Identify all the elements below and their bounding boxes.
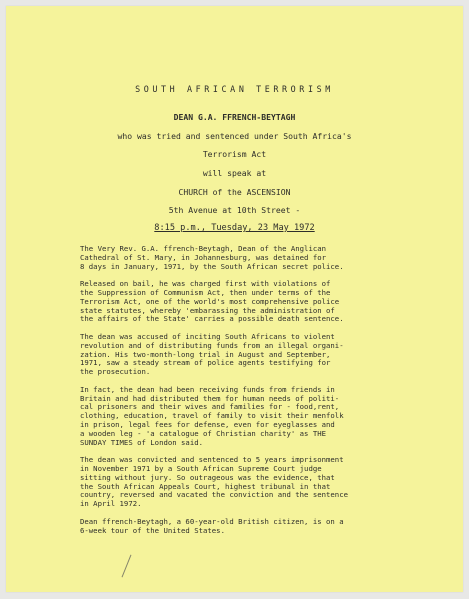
- paragraph-line: a wooden leg - 'a catalogue of Christian charity' as THE: [80, 428, 327, 438]
- paragraph-line: Dean ffrench-Beytagh, a 60-year-old British citizen, is on a: [80, 516, 344, 526]
- paragraph-line: the South African Appeals Court, highest tribunal in that: [80, 481, 331, 491]
- venue-address: 5th Avenue at 10th Street -: [168, 205, 301, 215]
- paragraph-line: SUNDAY TIMES of London said.: [80, 437, 204, 447]
- paragraph-line: clothing, education, travel of family to visit their menfolk: [80, 411, 344, 421]
- paragraph-line: the Suppression of Communism Act, then under terms of the: [80, 287, 331, 297]
- paragraph-line: The dean was convicted and sentenced to 5 years imprisonment: [80, 455, 344, 465]
- paragraph-line: in November 1971 by a South African Supreme Court judge: [80, 463, 322, 473]
- paragraph-line: zation. His two-month-long trial in August and September,: [80, 349, 331, 359]
- body-paragraph: [80, 333, 425, 377]
- paragraph-line: Cathedral of St. Mary, in Johannesburg, was detained for: [80, 252, 327, 262]
- paragraph-line: state statutes, whereby 'embarassing the administration of: [80, 305, 335, 315]
- pen-mark: [122, 555, 132, 578]
- paragraph-line: the prosecution.: [80, 367, 151, 377]
- paragraph-line: 8 days in January, 1971, by the South African secret police.: [80, 261, 344, 271]
- speaker-name: DEAN G.A. FFRENCH-BEYTAGH: [173, 112, 296, 122]
- paragraph-line: sitting without jury. So outrageous was the evidence, that: [80, 472, 335, 482]
- paragraph-line: 1971, saw a steady stream of police agents testifying for: [80, 358, 331, 368]
- paragraph-line: The Very Rev. G.A. ffrench-Beytagh, Dean of the Anglican: [80, 244, 327, 253]
- will-speak-line: will speak at: [202, 168, 267, 178]
- body-paragraph: [80, 456, 425, 509]
- intro-line: who was tried and sentenced under South Africa's: [117, 131, 352, 141]
- body-paragraph: [80, 386, 425, 448]
- document-body: [80, 245, 425, 544]
- paragraph-line: 6-week tour of the United States.: [80, 525, 225, 535]
- body-paragraph: [80, 518, 425, 536]
- body-paragraph: [80, 280, 425, 324]
- paragraph-line: Terrorism Act, one of the world's most comprehensive police: [80, 296, 340, 306]
- paragraph-line: country, reversed and vacated the conviction and the sentence: [80, 490, 348, 500]
- document-title: SOUTH AFRICAN TERRORISM: [135, 84, 334, 94]
- document-page: [6, 6, 463, 592]
- act-name: Terrorism Act: [202, 149, 267, 159]
- paragraph-line: cal prisoners and their wives and families for - food,rent,: [80, 402, 340, 412]
- paragraph-line: The dean was accused of inciting South Africans to violent: [80, 331, 335, 341]
- paragraph-line: the affairs of the State' carries a possible death sentence.: [80, 314, 344, 324]
- event-datetime: 8:15 p.m., Tuesday, 23 May 1972: [154, 223, 315, 233]
- body-paragraph: [80, 245, 425, 271]
- paragraph-line: In fact, the dean had been receiving funds from friends in: [80, 384, 335, 394]
- paragraph-line: Released on bail, he was charged first with violations of: [80, 279, 331, 289]
- paragraph-line: revolution and of distributing funds from an illegal organi-: [80, 340, 344, 350]
- paragraph-line: in prison, legal fees for defense, even for eyeglasses and: [80, 419, 335, 429]
- paragraph-line: in April 1972.: [80, 499, 142, 509]
- venue-name: CHURCH of the ASCENSION: [178, 187, 291, 197]
- paragraph-line: Britain and had distributed them for human needs of politi-: [80, 393, 340, 403]
